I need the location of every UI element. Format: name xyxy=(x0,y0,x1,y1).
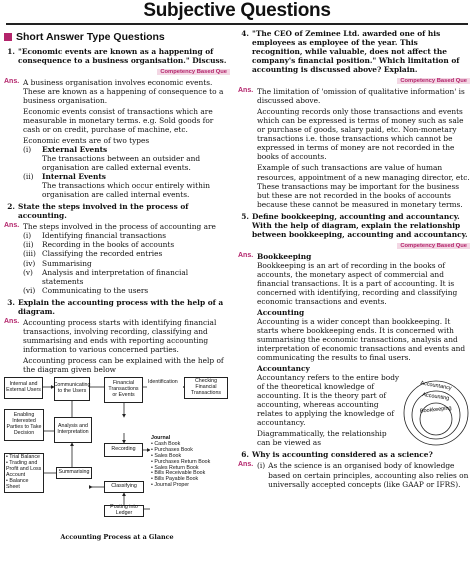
competency-tag xyxy=(238,75,470,85)
list-numeral: (ii) xyxy=(23,172,34,182)
list-item xyxy=(23,286,230,295)
page-title: Subjective Questions xyxy=(143,0,331,21)
label-accountancy: Accountancy xyxy=(419,380,452,392)
competency-tag xyxy=(238,240,470,250)
answer-text: The steps involved in the process of accounting are xyxy=(23,222,216,232)
question-2 xyxy=(4,202,230,220)
trial-item: • Trading and Profit and Loss Account xyxy=(6,459,42,478)
diagram-label-identification: Identification xyxy=(147,379,183,389)
list-item-text: Communicating to the users xyxy=(42,285,149,295)
list-item-text: The transactions between an outsider and organisation are called external events. xyxy=(42,154,201,173)
left-column xyxy=(4,31,230,542)
answer-label: Ans. xyxy=(4,317,20,325)
diagram-box-summarising: Summarising xyxy=(56,467,92,479)
title-divider xyxy=(6,23,468,25)
right-column xyxy=(238,29,470,489)
question-text: Define bookkeeping, accounting and accountancy. With the help of diagram, explain the relationship between bookkeeping, accounting and accountancy. xyxy=(252,211,468,239)
accounting-process-diagram xyxy=(4,377,230,533)
diagram-box-recording: Recording xyxy=(104,443,143,457)
answer-1 xyxy=(4,78,230,105)
trial-item: • Trial Balance xyxy=(6,453,40,460)
answer-item xyxy=(257,461,470,488)
answer-paragraph: Diagrammatically, the relationship can be viewed as xyxy=(257,429,387,448)
accountancy-text-block xyxy=(238,373,402,447)
answer-paragraph: Accounting process can be explained with the help of the diagram given below xyxy=(23,355,224,374)
answer-label: Ans. xyxy=(4,222,20,230)
accountancy-row xyxy=(238,373,470,447)
event-type-list xyxy=(23,145,230,199)
answer-paragraph: Economic events are of two types xyxy=(23,136,150,146)
journal-item: • Cash Book xyxy=(151,440,181,447)
journal-item: • Purchases Book xyxy=(151,446,193,453)
list-item xyxy=(23,259,230,268)
answer-text: Accounting process starts with identifying financial transactions, involving recording, classifying and summarising and ends with reporting accounting information to various concerned parties. xyxy=(23,317,217,354)
relationship-circles-svg xyxy=(402,373,470,447)
question-text: "Economic events are known as a happening of consequence to a business organisation." Discuss. xyxy=(18,46,227,65)
list-item-text: Recording in the books of accounts xyxy=(42,240,175,250)
diagram-journal-list xyxy=(150,435,230,533)
subheading-accounting: Accounting xyxy=(257,307,305,317)
list-item xyxy=(23,240,230,249)
question-number: 2. xyxy=(7,202,15,212)
question-number: 1. xyxy=(7,46,15,56)
section-title: Short Answer Type Questions xyxy=(16,31,165,43)
journal-item: • Journal Proper xyxy=(151,482,190,489)
label-bookkeeping: Bookkeeping xyxy=(419,405,452,415)
competency-tag-label: Competency Based Que xyxy=(397,78,470,84)
question-1 xyxy=(4,47,230,65)
diagram-box-analysis: Analysis and Interpretation xyxy=(54,417,92,443)
journal-item: • Bills Receivable Book xyxy=(151,470,206,477)
question-text: Explain the accounting process with the help of a diagram. xyxy=(18,297,224,316)
list-item xyxy=(23,231,230,240)
list-numeral: (i) xyxy=(23,231,32,241)
list-numeral: (v) xyxy=(23,267,33,277)
list-numeral: (vi) xyxy=(23,285,36,295)
question-4 xyxy=(238,29,470,74)
diagram-box-enabling: Enabling Interested Parties to Take Decision xyxy=(4,409,44,441)
steps-list xyxy=(23,231,230,294)
answer-3 xyxy=(4,318,230,354)
question-number: 6. xyxy=(241,450,249,460)
question-6 xyxy=(238,450,470,459)
answer-paragraph: Economic events consist of transactions which are measurable in monetary terms. e.g. Sold goods for cash or on credit, purchase of machine, etc. xyxy=(23,107,214,135)
answer-label: Ans. xyxy=(238,461,254,469)
diagram-caption: Accounting Process at a Glance xyxy=(60,532,174,541)
answer-paragraph: Accounting is a wider concept than bookkeeping. It starts where bookkeeping ends. It is concerned with summarising the economic transactions, analysis and interpretation of economic transactions and events and communicating the results to final users. xyxy=(257,317,466,363)
subheading-bookkeeping: Bookkeeping xyxy=(257,251,312,261)
list-item xyxy=(23,172,230,181)
journal-item: • Sales Return Book xyxy=(151,464,199,471)
list-item-text: Summarising xyxy=(42,258,92,268)
diagram-box-classifying: Classifying xyxy=(104,481,144,493)
list-numeral: (i) xyxy=(23,145,32,155)
answer-paragraph: Bookkeeping is an art of recording in the books of accounts, the monetary aspect of commercial and financial transactions. It is a part of accounting. It is concerned with identifying, recording and classifying economic transactions and events. xyxy=(257,260,458,306)
question-number: 3. xyxy=(7,297,15,307)
answer-5 xyxy=(238,252,470,261)
question-text: State the steps involved in the process of accounting. xyxy=(18,202,189,221)
competency-tag xyxy=(4,66,230,76)
question-text: "The CEO of Zeminee Ltd. awarded one of his employees as employee of the year. This recognition, while valuable, does not affect the company's financial position." Which limitation of accounting is discussed above? Explain. xyxy=(252,29,460,75)
list-numeral: (iv) xyxy=(23,258,36,268)
answer-6 xyxy=(238,461,470,488)
answer-4 xyxy=(238,87,470,105)
list-item-text: Analysis and interpretation of financial statements xyxy=(42,267,189,286)
journal-item: • Purchases Return Book xyxy=(151,458,211,465)
journal-item: • Bills Payable Book xyxy=(151,476,199,483)
relationship-circles xyxy=(402,373,470,447)
list-item xyxy=(23,268,230,286)
list-item-heading: Internal Events xyxy=(42,172,106,182)
answer-text: A business organisation involves economic events. These are known as a happening of consequence to a business organisation. xyxy=(23,77,224,105)
list-numeral: (iii) xyxy=(23,249,36,259)
diagram-box-trial-balance xyxy=(4,453,44,493)
answer-label: Ans. xyxy=(238,87,254,95)
answer-paragraph: Example of such transactions are value of human resources, appointment of a new managing director, etc. These transactions may be important for the business but these are not recorded in the books of accounts because these cannot be measured in monetary terms. xyxy=(257,163,470,209)
diagram-journal-heading: Journal xyxy=(151,434,171,441)
answer-paragraph: Accountancy refers to the entire body of the theoretical knowledge of accounting. It is the theory part of accounting, whereas accounting relates to applying the knowledge of accountancy. xyxy=(257,373,400,428)
competency-tag-label: Competency Based Que xyxy=(157,69,230,75)
list-item-text: Identifying financial transactions xyxy=(42,231,167,241)
list-numeral: (i) xyxy=(257,461,266,471)
answer-label: Ans. xyxy=(238,251,254,259)
list-item xyxy=(23,145,230,154)
answer-text: As the science is an organised body of knowledge based on certain principles, accounting also relies on universally accepted concepts (like GAAP or IFRS). xyxy=(268,461,469,489)
question-number: 4. xyxy=(241,29,249,38)
diagram-box-posting: Posting into Ledger xyxy=(104,505,144,517)
answer-label: Ans. xyxy=(4,77,20,85)
list-numeral: (ii) xyxy=(23,240,34,250)
question-3 xyxy=(4,298,230,316)
list-item xyxy=(23,249,230,258)
subheading-accountancy: Accountancy xyxy=(257,364,310,374)
answer-text: The limitation of 'omission of qualitative information' is discussed above. xyxy=(257,87,465,106)
trial-item: • Balance Sheet xyxy=(6,477,29,490)
list-item-text: The transactions which occur entirely within organisation are called internal events. xyxy=(42,181,210,200)
diagram-box-checking: Checking Financial Transactions xyxy=(184,377,228,399)
question-5 xyxy=(238,212,470,239)
square-bullet-icon xyxy=(4,33,12,41)
diagram-box-financial-transactions: Financial Transactions or Events xyxy=(104,377,143,403)
list-item-heading: External Events xyxy=(42,145,108,155)
label-accounting: Accounting xyxy=(421,392,450,403)
journal-item: • Sales Book xyxy=(151,452,182,459)
question-text: Why is accounting considered as a science? xyxy=(252,450,433,460)
diagram-box-users: Internal and External Users xyxy=(4,377,43,399)
question-number: 5. xyxy=(241,211,249,221)
section-heading xyxy=(4,31,230,44)
competency-tag-label: Competency Based Que xyxy=(397,243,470,249)
answer-2 xyxy=(4,222,230,231)
list-item-text: Classifying the recorded entries xyxy=(42,249,163,259)
diagram-box-communicating: Communicating to the Users xyxy=(54,377,90,401)
answer-paragraph: Accounting records only those transactions and events which can be expressed is terms of money such as sale or purchase of goods, salary paid, etc. Non-monetary transactions i.e. those transactions which cannot be expressed in terms of money are not recorded in the books of accounts. xyxy=(257,107,464,162)
